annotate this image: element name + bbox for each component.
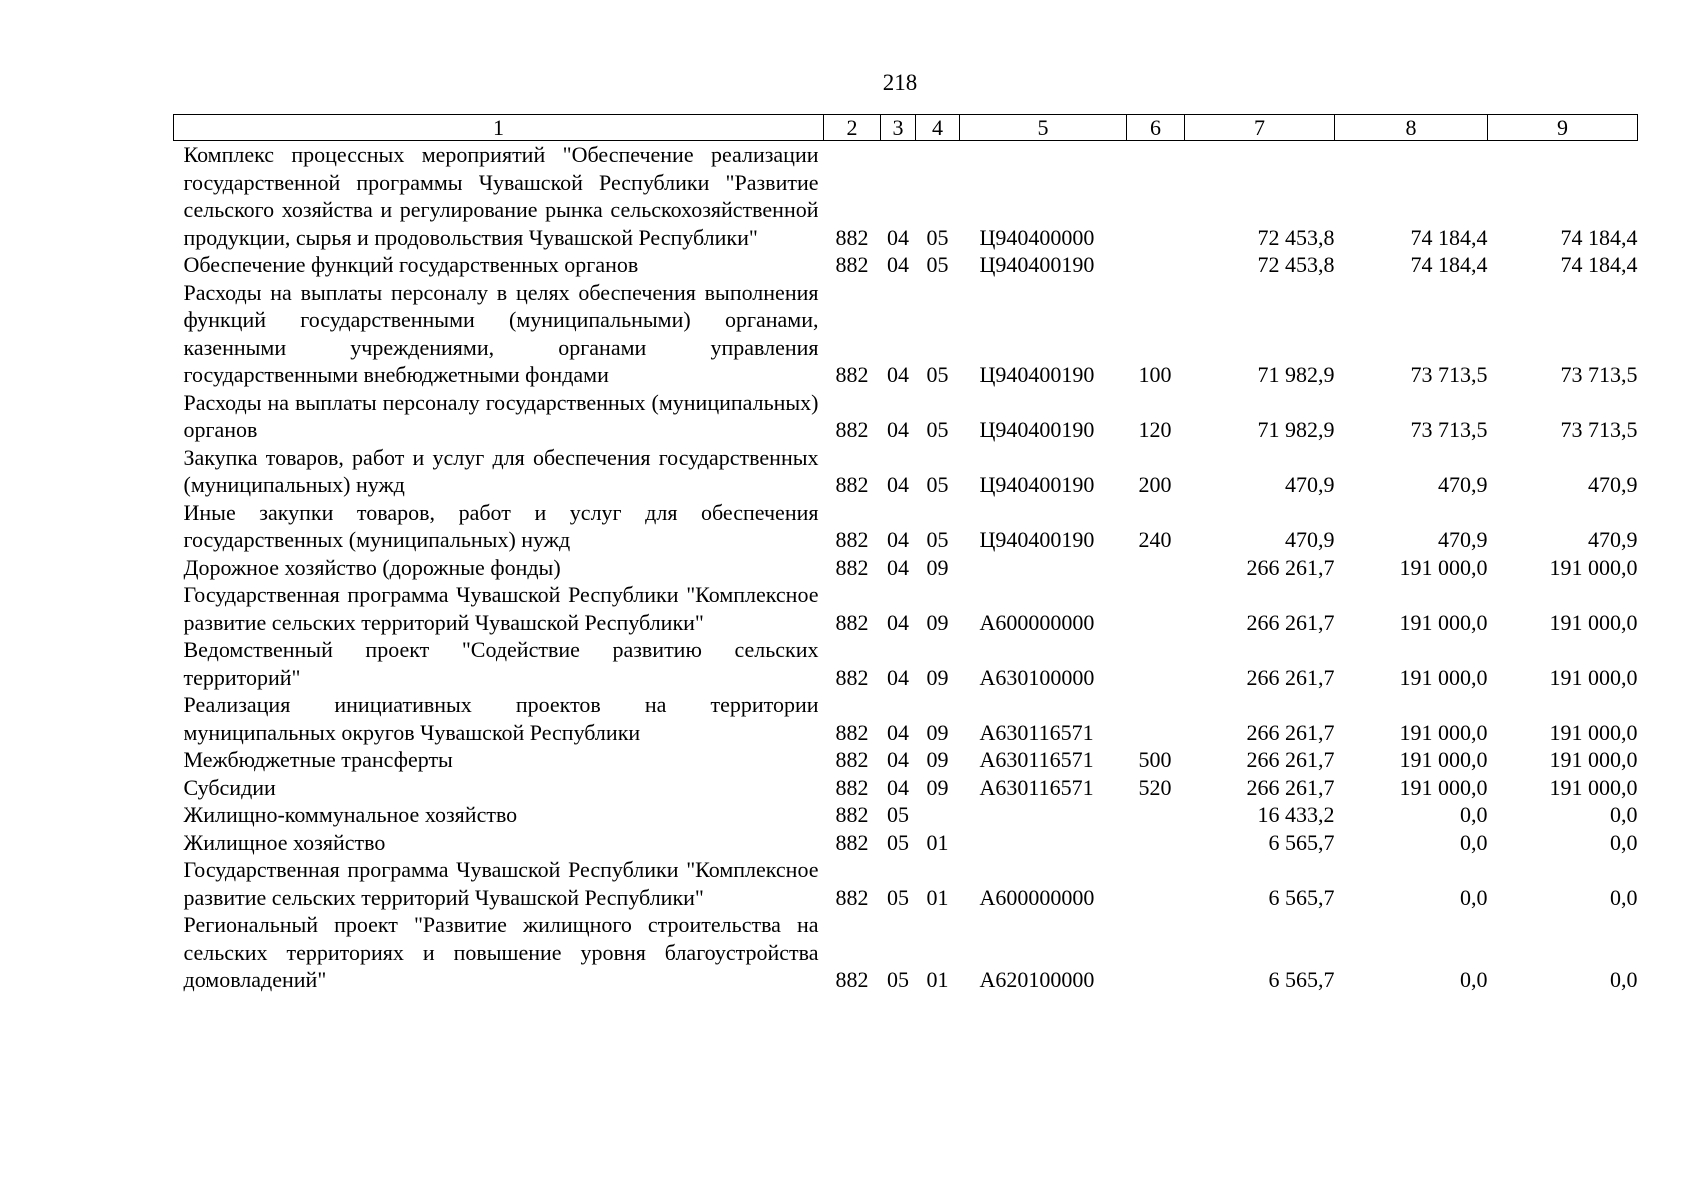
expense-type-code: 240 [1138,527,1172,552]
section-code: 04 [887,472,909,497]
ministry-code: 882 [835,417,869,442]
expense-type-code: 500 [1138,747,1172,772]
col-header: 4 [916,115,960,141]
expense-type-code [1127,911,1185,994]
table-row [174,581,1638,636]
table-row [174,389,1638,444]
expense-type-code [1127,801,1185,829]
ministry-code: 882 [835,802,869,827]
table-row [174,746,1638,774]
section-code: 05 [887,802,909,827]
ministry-code: 882 [835,884,869,910]
table-row [174,801,1638,829]
amount-col9: 191 000,0 [1549,747,1638,772]
ministry-code: 882 [835,554,869,580]
ministry-code: 882 [835,747,869,772]
subsection-code: 05 [926,472,949,497]
row-name: Комплекс процессных мероприятий "Обеспечение реализации государственной программы Чувашской Республики "Развитие сельского хозяйства и регулирование рынка сельскохозяйственной продукции, сырья и продовольствия Чувашской Республики" [183,142,819,250]
amount-col8: 191 000,0 [1399,719,1488,745]
amount-col7: 16 433,2 [1257,802,1335,827]
table-row [174,829,1638,857]
target-article-code: Ц940400000 [979,224,1095,250]
target-article-code: А630116571 [979,747,1094,772]
ministry-code: 882 [835,829,869,855]
row-name: Жилищно-коммунальное хозяйство [183,802,518,827]
col-header: 9 [1488,115,1638,141]
amount-col7: 470,9 [1285,472,1335,497]
section-code: 04 [887,719,909,745]
table-row [174,444,1638,499]
ministry-code: 882 [835,252,869,277]
table-row [174,636,1638,691]
section-code: 04 [887,417,909,442]
expense-type-code: 520 [1138,774,1172,800]
ministry-code: 882 [835,224,869,250]
subsection-code: 05 [926,224,949,250]
amount-col8: 0,0 [1460,967,1488,992]
amount-col7: 266 261,7 [1246,609,1335,635]
subsection-code: 05 [926,417,949,442]
amount-col9: 191 000,0 [1549,664,1638,690]
expense-type-code [1127,636,1185,691]
ministry-code: 882 [835,527,869,552]
table-row [174,251,1638,279]
page-number: 218 [882,70,918,95]
amount-col7: 72 453,8 [1257,224,1335,250]
amount-col7: 266 261,7 [1246,747,1335,772]
amount-col7: 71 982,9 [1257,417,1335,442]
section-code: 04 [887,224,909,250]
amount-col9: 0,0 [1610,802,1638,827]
row-name: Региональный проект "Развитие жилищного строительства на сельских территориях и повышение уровня благоустройства домовладений" [183,912,819,992]
amount-col9: 191 000,0 [1549,774,1638,800]
section-code: 04 [887,664,909,690]
row-name: Межбюджетные трансферты [183,747,453,772]
amount-col8: 0,0 [1460,829,1488,855]
amount-col9: 470,9 [1588,527,1638,552]
expense-type-code [1127,691,1185,746]
amount-col7: 266 261,7 [1246,664,1335,690]
amount-col8: 470,9 [1438,527,1488,552]
section-code: 05 [887,967,909,992]
amount-col9: 0,0 [1610,829,1638,855]
row-name: Ведомственный проект "Содействие развитию сельских территорий" [183,637,819,690]
target-article-code: А620100000 [979,967,1095,992]
ministry-code: 882 [835,967,869,992]
section-code: 04 [887,527,909,552]
subsection-code: 09 [926,747,949,772]
subsection-code [916,801,960,829]
section-code: 04 [887,609,909,635]
col-header: 5 [960,115,1127,141]
row-name: Реализация инициативных проектов на территории муниципальных округов Чувашской Республики [183,692,819,745]
amount-col9: 470,9 [1588,472,1638,497]
amount-col8: 191 000,0 [1399,747,1488,772]
col-header: 2 [824,115,881,141]
expense-type-code [1127,829,1185,857]
ministry-code: 882 [835,362,869,387]
expense-type-code [1127,856,1185,911]
subsection-code: 09 [926,554,949,580]
section-code: 04 [887,252,909,277]
subsection-code: 05 [926,527,949,552]
subsection-code: 01 [926,967,949,992]
section-code: 04 [887,747,909,772]
target-article-code: Ц940400190 [979,417,1095,442]
amount-col9: 74 184,4 [1560,252,1638,277]
table-row [174,911,1638,994]
amount-col8: 73 713,5 [1410,417,1488,442]
row-name: Государственная программа Чувашской Республики "Комплексное развитие сельских территорий Чувашской Республики" [183,857,819,910]
section-code: 04 [887,774,909,800]
target-article-code: Ц940400190 [979,472,1095,497]
subsection-code: 09 [926,774,949,800]
target-article-code: Ц940400190 [979,362,1095,387]
col-header: 3 [881,115,916,141]
table-row [174,279,1638,389]
row-name: Расходы на выплаты персоналу государственных (муниципальных) органов [183,389,819,442]
subsection-code: 09 [926,664,949,690]
target-article-code [960,829,1127,857]
amount-col8: 73 713,5 [1410,362,1488,387]
amount-col7: 71 982,9 [1257,362,1335,387]
col-header: 8 [1335,115,1488,141]
amount-col9: 191 000,0 [1549,719,1638,745]
amount-col7: 6 565,7 [1268,967,1335,992]
row-name: Расходы на выплаты персоналу в целях обеспечения выполнения функций государственными (муниципальными) органами, казенными учреждениями, органами управления государственными внебюджетными фондами [183,279,819,387]
row-name: Дорожное хозяйство (дорожные фонды) [183,554,561,580]
subsection-code: 05 [926,252,949,277]
column-number-header [174,115,1638,141]
expense-type-code: 200 [1138,472,1172,497]
table-row [174,774,1638,802]
amount-col8: 191 000,0 [1399,774,1488,800]
section-code: 05 [887,829,909,855]
amount-col8: 191 000,0 [1399,664,1488,690]
amount-col7: 470,9 [1285,527,1335,552]
table-row [174,691,1638,746]
table-row [174,554,1638,582]
amount-col7: 6 565,7 [1268,829,1335,855]
row-name: Иные закупки товаров, работ и услуг для обеспечения государственных (муниципальных) нужд [183,499,819,552]
amount-col9: 0,0 [1610,884,1638,910]
subsection-code: 09 [926,609,949,635]
ministry-code: 882 [835,664,869,690]
section-code: 04 [887,362,909,387]
amount-col7: 266 261,7 [1246,774,1335,800]
col-header: 7 [1185,115,1335,141]
amount-col7: 266 261,7 [1246,719,1335,745]
expense-type-code [1127,141,1185,252]
row-name: Государственная программа Чувашской Республики "Комплексное развитие сельских территорий Чувашской Республики" [183,582,819,635]
target-article-code [960,801,1127,829]
expense-type-code [1127,251,1185,279]
amount-col9: 73 713,5 [1560,417,1638,442]
expense-type-code: 100 [1138,362,1172,387]
ministry-code: 882 [835,472,869,497]
amount-col7: 6 565,7 [1268,884,1335,910]
budget-table [173,114,1638,994]
amount-col9: 74 184,4 [1560,224,1638,250]
amount-col8: 74 184,4 [1410,224,1488,250]
expense-type-code [1127,581,1185,636]
target-article-code: А630116571 [979,774,1094,800]
ministry-code: 882 [835,774,869,800]
target-article-code: А630100000 [979,664,1095,690]
row-name: Обеспечение функций государственных органов [183,252,639,277]
amount-col7: 72 453,8 [1257,252,1335,277]
amount-col8: 0,0 [1460,802,1488,827]
table-row [174,141,1638,252]
target-article-code [960,554,1127,582]
amount-col9: 191 000,0 [1549,609,1638,635]
subsection-code: 01 [926,884,949,910]
amount-col9: 73 713,5 [1560,362,1638,387]
amount-col8: 191 000,0 [1399,554,1488,580]
col-header: 6 [1127,115,1185,141]
col-header: 1 [174,115,824,141]
target-article-code: А600000000 [979,609,1095,635]
table-row [174,499,1638,554]
subsection-code: 01 [926,829,949,855]
subsection-code: 09 [926,719,949,745]
row-name: Жилищное хозяйство [183,829,386,855]
amount-col8: 191 000,0 [1399,609,1488,635]
ministry-code: 882 [835,719,869,745]
section-code: 05 [887,884,909,910]
amount-col9: 191 000,0 [1549,554,1638,580]
amount-col8: 74 184,4 [1410,252,1488,277]
target-article-code: Ц940400190 [979,527,1095,552]
expense-type-code: 120 [1138,417,1172,442]
ministry-code: 882 [835,609,869,635]
row-name: Закупка товаров, работ и услуг для обеспечения государственных (муниципальных) нужд [183,444,819,497]
section-code: 04 [887,554,909,580]
row-name: Субсидии [183,774,276,800]
target-article-code: А600000000 [979,884,1095,910]
amount-col8: 0,0 [1460,884,1488,910]
subsection-code: 05 [926,362,949,387]
target-article-code: А630116571 [979,719,1094,745]
amount-col9: 0,0 [1610,967,1638,992]
amount-col8: 470,9 [1438,472,1488,497]
table-row [174,856,1638,911]
expense-type-code [1127,554,1185,582]
target-article-code: Ц940400190 [979,252,1095,277]
amount-col7: 266 261,7 [1246,554,1335,580]
